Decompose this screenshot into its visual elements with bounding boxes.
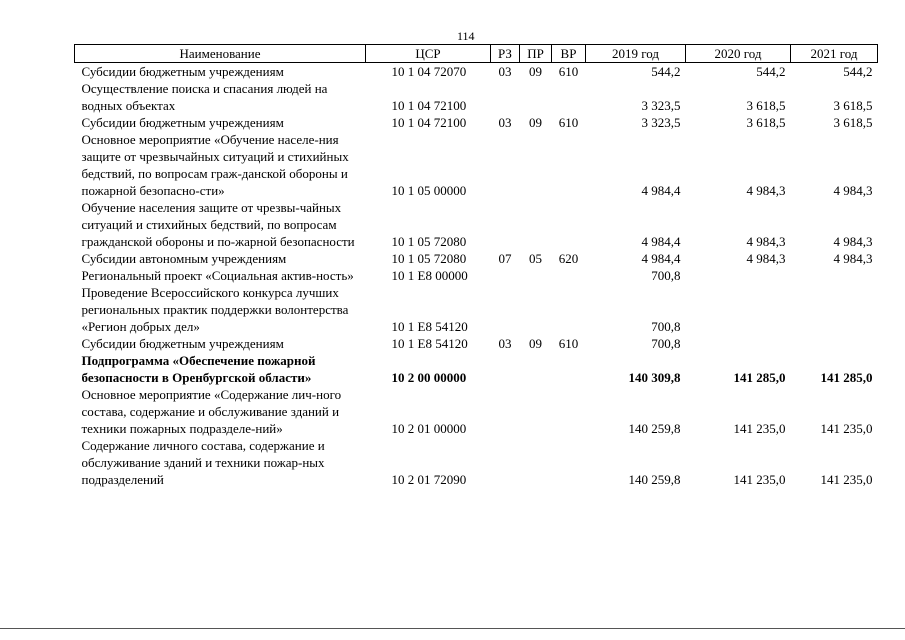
cell-vr <box>552 437 586 488</box>
budget-table <box>74 44 878 488</box>
cell-pr <box>520 352 552 386</box>
table-row <box>75 437 878 488</box>
cell-pr <box>520 131 552 199</box>
table-row <box>75 131 878 199</box>
cell-rz: 07 <box>498 251 512 266</box>
cell-pr <box>520 80 552 114</box>
cell-2019: 140 259,8 <box>628 472 681 487</box>
cell-csr: 10 1 04 72100 <box>391 98 467 113</box>
table-row <box>75 352 878 386</box>
cell-2019: 700,8 <box>651 268 681 283</box>
cell-csr: 10 1 05 72080 <box>391 251 467 266</box>
cell-2020: 3 618,5 <box>746 98 786 113</box>
cell-name: Субсидии автономным учреждениям <box>81 251 287 266</box>
cell-pr <box>520 437 552 488</box>
cell-name: Осуществление поиска и спасания людей на водных объектах <box>81 81 328 113</box>
cell-2020: 141 285,0 <box>733 370 786 385</box>
cell-rz <box>491 437 520 488</box>
cell-2021: 3 618,5 <box>833 98 873 113</box>
cell-name: Субсидии бюджетным учреждениям <box>81 64 284 79</box>
cell-name: Проведение Всероссийского конкурса лучших региональных практик поддержки волонтерства «Регион добрых дел» <box>81 285 349 334</box>
cell-pr: 09 <box>529 64 542 79</box>
cell-vr <box>552 80 586 114</box>
cell-2021 <box>791 335 878 352</box>
cell-pr <box>520 386 552 437</box>
cell-rz <box>491 131 520 199</box>
table-row <box>75 250 878 267</box>
cell-vr <box>552 267 586 284</box>
cell-2020 <box>686 284 791 335</box>
cell-vr <box>552 199 586 250</box>
cell-rz <box>491 80 520 114</box>
table-row <box>75 80 878 114</box>
cell-2019: 700,8 <box>651 319 681 334</box>
cell-rz <box>491 284 520 335</box>
header-2019: 2019 год <box>586 45 686 63</box>
header-rz: РЗ <box>491 45 520 63</box>
table-row <box>75 335 878 352</box>
cell-name: Основное мероприятие «Обучение населе-ния защите от чрезвычайных ситуаций и стихийных бедствий, по вопросам граж-данской обороны и пожарной безопасно-сти» <box>81 132 349 198</box>
cell-2019: 544,2 <box>651 64 681 79</box>
cell-csr: 10 2 01 00000 <box>391 421 467 436</box>
cell-rz: 03 <box>498 115 512 130</box>
cell-2019: 3 323,5 <box>641 98 681 113</box>
cell-name: Обучение населения защите от чрезвы-чайных ситуаций и стихийных бедствий, по вопросам гражданской обороны и по-жарной безопасности <box>81 200 355 249</box>
cell-rz <box>491 352 520 386</box>
header-csr: ЦСР <box>366 45 491 63</box>
cell-name: Субсидии бюджетным учреждениям <box>81 115 284 130</box>
cell-rz <box>491 267 520 284</box>
table-row <box>75 199 878 250</box>
cell-2021: 4 984,3 <box>833 251 873 266</box>
cell-rz <box>491 386 520 437</box>
cell-csr: 10 2 01 72090 <box>391 472 467 487</box>
cell-2020: 4 984,3 <box>746 183 786 198</box>
header-2021: 2021 год <box>791 45 878 63</box>
cell-2020: 4 984,3 <box>746 234 786 249</box>
cell-2021 <box>791 267 878 284</box>
cell-2019: 700,8 <box>651 336 681 351</box>
cell-2021: 4 984,3 <box>833 234 873 249</box>
table-row <box>75 114 878 131</box>
cell-pr <box>520 199 552 250</box>
cell-2019: 4 984,4 <box>641 251 681 266</box>
table-row <box>75 63 878 81</box>
header-vr: ВР <box>552 45 586 63</box>
cell-csr: 10 2 00 00000 <box>391 370 467 385</box>
cell-pr: 05 <box>529 251 542 266</box>
cell-pr: 09 <box>529 336 542 351</box>
cell-csr: 10 1 05 72080 <box>391 234 467 249</box>
cell-csr: 10 1 04 72100 <box>391 115 467 130</box>
cell-2019: 4 984,4 <box>641 183 681 198</box>
cell-vr: 610 <box>558 115 579 130</box>
cell-2020: 3 618,5 <box>746 115 786 130</box>
cell-csr: 10 1 05 00000 <box>391 183 467 198</box>
cell-name: Субсидии бюджетным учреждениям <box>81 336 284 351</box>
cell-vr <box>552 352 586 386</box>
cell-2021: 141 285,0 <box>820 370 873 385</box>
cell-pr: 09 <box>529 115 542 130</box>
cell-csr: 10 1 E8 54120 <box>391 336 468 351</box>
cell-2021: 544,2 <box>843 64 873 79</box>
cell-2021: 141 235,0 <box>820 472 873 487</box>
table-row <box>75 267 878 284</box>
cell-2019: 140 309,8 <box>628 370 681 385</box>
cell-2021: 3 618,5 <box>833 115 873 130</box>
cell-2020 <box>686 335 791 352</box>
cell-vr: 620 <box>558 251 579 266</box>
cell-2020 <box>686 267 791 284</box>
cell-rz: 03 <box>498 336 512 351</box>
cell-2019: 3 323,5 <box>641 115 681 130</box>
cell-csr: 10 1 04 72070 <box>391 64 467 79</box>
header-2020: 2020 год <box>686 45 791 63</box>
cell-2020: 4 984,3 <box>746 251 786 266</box>
cell-2021: 4 984,3 <box>833 183 873 198</box>
cell-2020: 141 235,0 <box>733 472 786 487</box>
cell-rz <box>491 199 520 250</box>
page-number: 114 <box>457 29 475 43</box>
cell-vr <box>552 386 586 437</box>
cell-csr: 10 1 E8 54120 <box>391 319 468 334</box>
cell-2020: 141 235,0 <box>733 421 786 436</box>
cell-rz: 03 <box>498 64 512 79</box>
bottom-divider <box>0 628 905 629</box>
cell-vr <box>552 131 586 199</box>
table-row <box>75 386 878 437</box>
table-body <box>75 63 878 489</box>
cell-vr: 610 <box>558 336 579 351</box>
header-name: Наименование <box>75 45 366 63</box>
cell-name: Региональный проект «Социальная актив-ность» <box>81 268 354 283</box>
cell-2019: 140 259,8 <box>628 421 681 436</box>
cell-name: Содержание личного состава, содержание и обслуживание зданий и техники пожар-ных подразделений <box>81 438 325 487</box>
cell-csr: 10 1 E8 00000 <box>391 268 468 283</box>
cell-vr <box>552 284 586 335</box>
cell-name: Основное мероприятие «Содержание лич-ного состава, содержание и обслуживание зданий и техники пожарных подразделе-ний» <box>81 387 342 436</box>
cell-vr: 610 <box>558 64 579 79</box>
cell-2020: 544,2 <box>756 64 786 79</box>
header-pr: ПР <box>520 45 552 63</box>
cell-2021: 141 235,0 <box>820 421 873 436</box>
cell-2021 <box>791 284 878 335</box>
cell-pr <box>520 284 552 335</box>
cell-pr <box>520 267 552 284</box>
cell-name: Подпрограмма «Обеспечение пожарной безопасности в Оренбургской области» <box>81 353 316 385</box>
table-row <box>75 284 878 335</box>
table-header-row <box>75 45 878 63</box>
cell-2019: 4 984,4 <box>641 234 681 249</box>
